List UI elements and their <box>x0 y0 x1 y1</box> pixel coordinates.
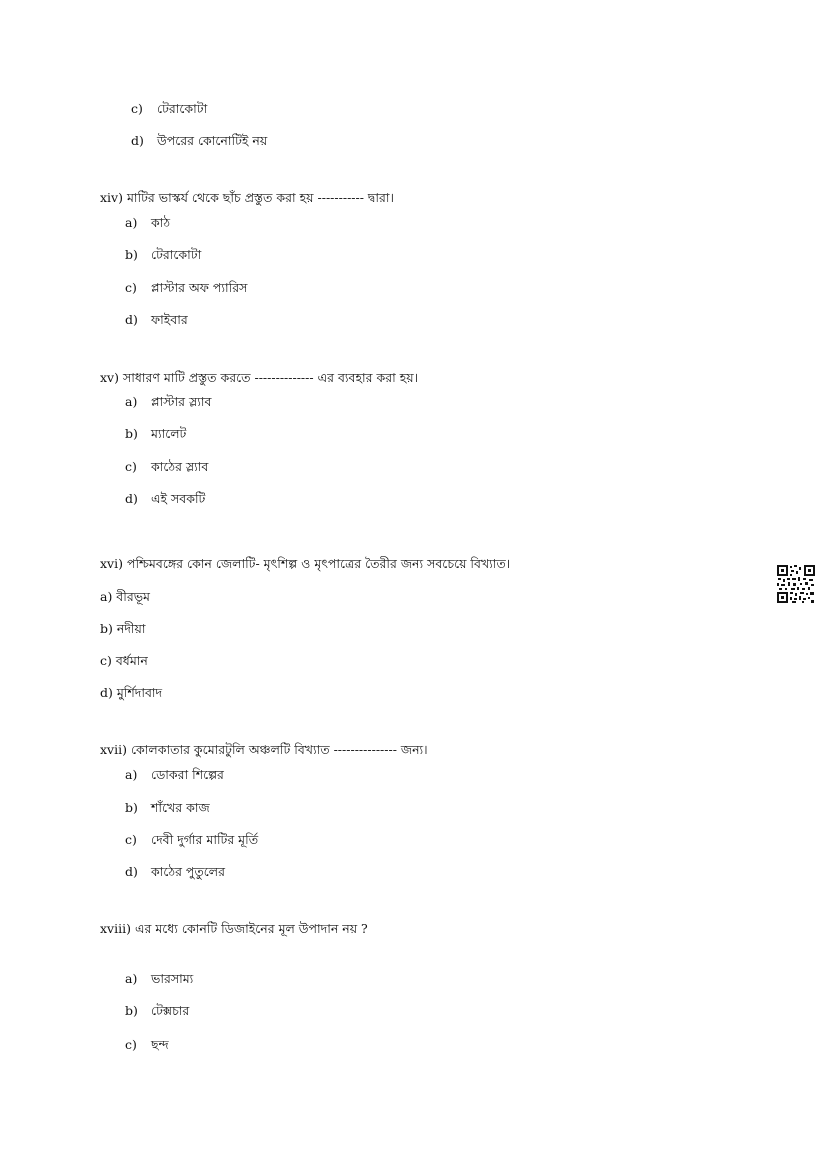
option-label: c) <box>131 101 143 116</box>
option-text: টেরাকোটা <box>151 247 202 262</box>
option-label: c) <box>125 280 137 295</box>
option-label: d) <box>131 133 144 148</box>
option-text: কাঠ <box>151 215 171 230</box>
q16-option-d: d) মুর্শিদাবাদ <box>100 685 163 700</box>
q16-option-a: a) বীরভূম <box>100 589 150 604</box>
option-text: প্লাস্টার অফ প্যারিস <box>151 280 248 295</box>
option-label: a) <box>125 767 138 782</box>
option-label: a) <box>125 394 138 409</box>
option-d <box>131 133 267 149</box>
q16-option-c: c) বর্ধমান <box>100 653 148 668</box>
option-label: c) <box>125 1037 137 1052</box>
q14-option-c <box>125 280 247 296</box>
q15-option-a <box>125 394 211 410</box>
option-label: a) <box>125 215 138 230</box>
option-label: a) <box>125 971 138 986</box>
q17-option-c <box>125 832 258 848</box>
option-label: b) <box>125 247 138 262</box>
q17-option-b <box>125 800 210 816</box>
option-label: d) <box>125 864 138 879</box>
option-text: কাঠের স্ল্যাব <box>151 459 209 474</box>
question-18: xviii) এর মধ্যে কোনটি ডিজাইনের মূল উপাদান নয় ? <box>100 921 368 936</box>
q14-option-b <box>125 247 201 263</box>
option-text: ভারসাম্য <box>151 971 194 986</box>
option-label: b) <box>125 426 138 441</box>
option-text: টেরাকোটা <box>157 101 208 116</box>
option-text: দেবী দুর্গার মাটির মূর্তি <box>151 832 259 847</box>
q16-option-b: b) নদীয়া <box>100 621 146 636</box>
q15-option-c <box>125 459 208 475</box>
q17-option-d <box>125 864 225 880</box>
option-label: d) <box>125 491 138 506</box>
q15-option-b <box>125 426 186 442</box>
q14-option-a <box>125 215 170 231</box>
option-text: উপরের কোনোটিই নয় <box>157 133 268 148</box>
option-text: ডোকরা শিল্পের <box>151 767 224 782</box>
option-text: প্লাস্টার স্ল্যাব <box>151 394 212 409</box>
question-17: xvii) কোলকাতার কুমোরটুলি অঞ্চলটি বিখ্যাত --------------- জন্য। <box>100 742 428 757</box>
question-16: xvi) পশ্চিমবঙ্গের কোন জেলাটি- মৃৎশিল্প ও মৃৎপাত্রের তৈরীর জন্য সবচেয়ে বিখ্যাত। <box>100 556 511 571</box>
option-text: এই সবকটি <box>151 491 206 506</box>
option-text: ম্যালেট <box>151 426 187 441</box>
option-text: ফাইবার <box>151 312 188 327</box>
option-label: b) <box>125 800 138 815</box>
option-c <box>131 101 207 117</box>
option-label: b) <box>125 1003 138 1018</box>
q17-option-a <box>125 767 224 783</box>
option-label: c) <box>125 832 137 847</box>
option-text: ছন্দ <box>151 1037 169 1052</box>
q18-option-a <box>125 971 193 987</box>
q18-option-c <box>125 1037 169 1053</box>
question-15: xv) সাধারণ মাটি প্রস্তুত করতে -------------- এর ব্যবহার করা হয়। <box>100 370 419 385</box>
q14-option-d <box>125 312 188 328</box>
option-text: কাঠের পুতুলের <box>151 864 225 879</box>
option-label: c) <box>125 459 137 474</box>
option-label: d) <box>125 312 138 327</box>
q18-option-b <box>125 1003 189 1019</box>
qr-code-icon <box>776 564 816 604</box>
option-text: টেক্সচার <box>151 1003 190 1018</box>
q15-option-d <box>125 491 205 507</box>
question-14: xiv) মাটির ভাস্কর্য থেকে ছাঁচ প্রস্তুত করা হয় ----------- দ্বারা। <box>100 190 394 205</box>
option-text: শাঁখের কাজ <box>151 800 210 815</box>
